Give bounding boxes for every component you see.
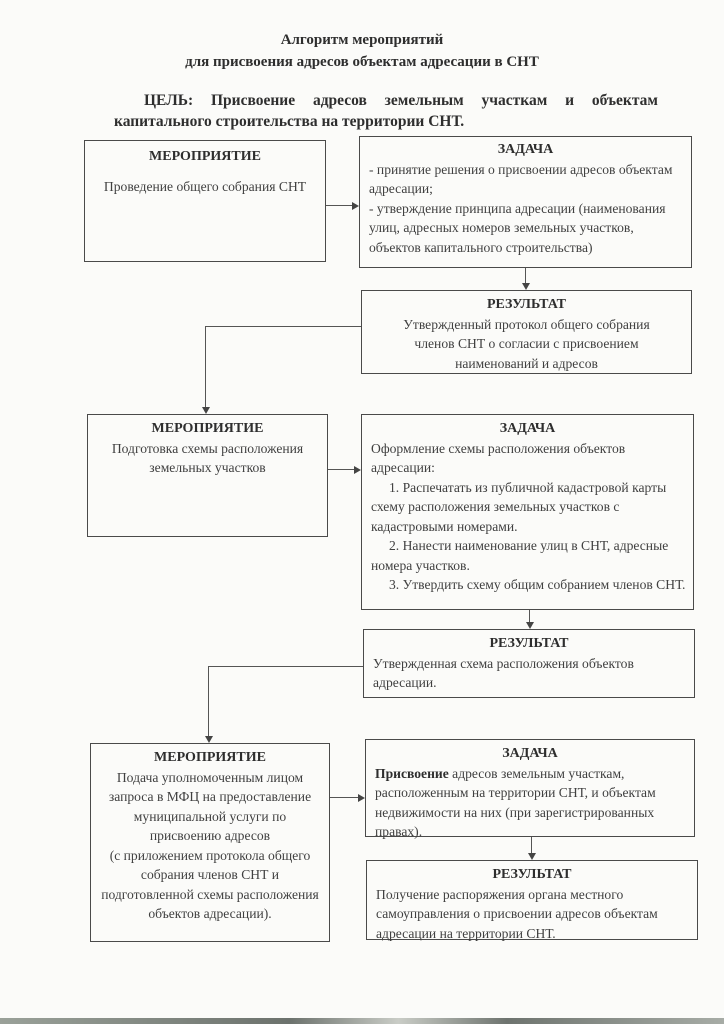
task-line: - принятие решения о присвоении адресов объектам адресации;: [369, 161, 673, 196]
connector-line: [205, 326, 206, 407]
goal-word: и: [565, 92, 575, 109]
event-header: МЕРОПРИЯТИЕ: [149, 149, 261, 164]
event-header: МЕРОПРИЯТИЕ: [154, 750, 266, 765]
task-intro: Оформление схемы расположения объектов адресации:: [371, 440, 626, 475]
arrow-down-icon: [205, 736, 213, 743]
connector-line: [531, 837, 532, 853]
task-text-rest: адресов земельным участкам, расположенным на территории СНТ, и объектам недвижимости на них (при зарегистрированных правах).: [375, 765, 656, 839]
goal-label: ЦЕЛЬ:: [144, 92, 194, 109]
event-text: Проведение общего собрания СНТ: [103, 178, 307, 194]
connector-line: [525, 268, 526, 283]
result-header: РЕЗУЛЬТАТ: [486, 297, 567, 312]
result-text: Утвержденная схема расположения объектов адресации.: [373, 655, 634, 690]
connector-line: [326, 205, 352, 206]
document-title-line1: Алгоритм мероприятий: [280, 32, 444, 48]
result-box-1: [361, 290, 692, 374]
event-box-1: [84, 140, 326, 262]
event-text: Подготовка схемы расположения земельных участков: [111, 440, 304, 475]
result-box-2: [363, 629, 695, 698]
task-bold-word: Присвоение: [375, 765, 449, 781]
connector-line: [208, 666, 209, 736]
document-title-line2: для присвоения адресов объектам адресации в СНТ: [185, 54, 539, 70]
event-box-2: [87, 414, 328, 537]
task-header: ЗАДАЧА: [497, 142, 554, 157]
result-header: РЕЗУЛЬТАТ: [492, 867, 572, 882]
result-header: РЕЗУЛЬТАТ: [489, 636, 569, 651]
goal-word: земельным: [384, 92, 464, 109]
goal-word: адресов: [312, 92, 367, 109]
arrow-down-icon: [528, 853, 536, 860]
goal-word: Присвоение: [210, 92, 296, 109]
goal-statement: [114, 90, 658, 132]
task-text: [366, 764, 694, 842]
goal-word: объектам: [591, 92, 658, 109]
task-box-2: [361, 414, 694, 610]
arrow-down-icon: [526, 622, 534, 629]
task-item: 2. Нанести наименование улиц в СНТ, адресные номера участков.: [371, 538, 669, 573]
task-line: - утверждение принципа адресации (наименования улиц, адресных номеров земельных участков, объектов капитального строительства): [369, 200, 666, 255]
result-text: Получение распоряжения органа местного самоуправления о присвоении адресов объектам адресации на территории СНТ.: [376, 886, 658, 941]
arrow-right-icon: [354, 466, 361, 474]
connector-line: [529, 610, 530, 622]
arrow-down-icon: [522, 283, 530, 290]
goal-line2: капитального строительства на территории СНТ.: [114, 113, 465, 130]
connector-line: [208, 666, 363, 667]
goal-word: участкам: [481, 92, 548, 109]
connector-line: [330, 797, 358, 798]
task-header: ЗАДАЧА: [499, 421, 556, 436]
scan-edge-shadow: [0, 1018, 724, 1024]
event-box-3: [90, 743, 330, 942]
task-header: ЗАДАЧА: [502, 746, 558, 761]
event-text: Подача уполномоченным лицом запроса в МФЦ на предоставление муниципальной услуги по присвоению адресов: [108, 769, 312, 843]
result-box-3: [366, 860, 698, 940]
task-item: 3. Утвердить схему общим собранием членов СНТ.: [389, 577, 686, 592]
arrow-right-icon: [352, 202, 359, 210]
arrow-down-icon: [202, 407, 210, 414]
connector-line: [205, 326, 361, 327]
task-box-1: [359, 136, 692, 268]
goal-line1: [114, 90, 658, 111]
connector-line: [328, 469, 354, 470]
event-header: МЕРОПРИЯТИЕ: [151, 421, 264, 436]
task-box-3: [365, 739, 695, 837]
task-item: 1. Распечатать из публичной кадастровой карты схему расположения земельных участков с кадастровыми номерами.: [371, 479, 667, 534]
event-note: (с приложением протокола общего собрания членов СНТ и подготовленной схемы расположения объектов адресации).: [101, 847, 319, 921]
result-text: Утвержденный протокол общего собрания членов СНТ о согласии с присвоением наименований и адресов: [403, 316, 650, 371]
arrow-right-icon: [358, 794, 365, 802]
